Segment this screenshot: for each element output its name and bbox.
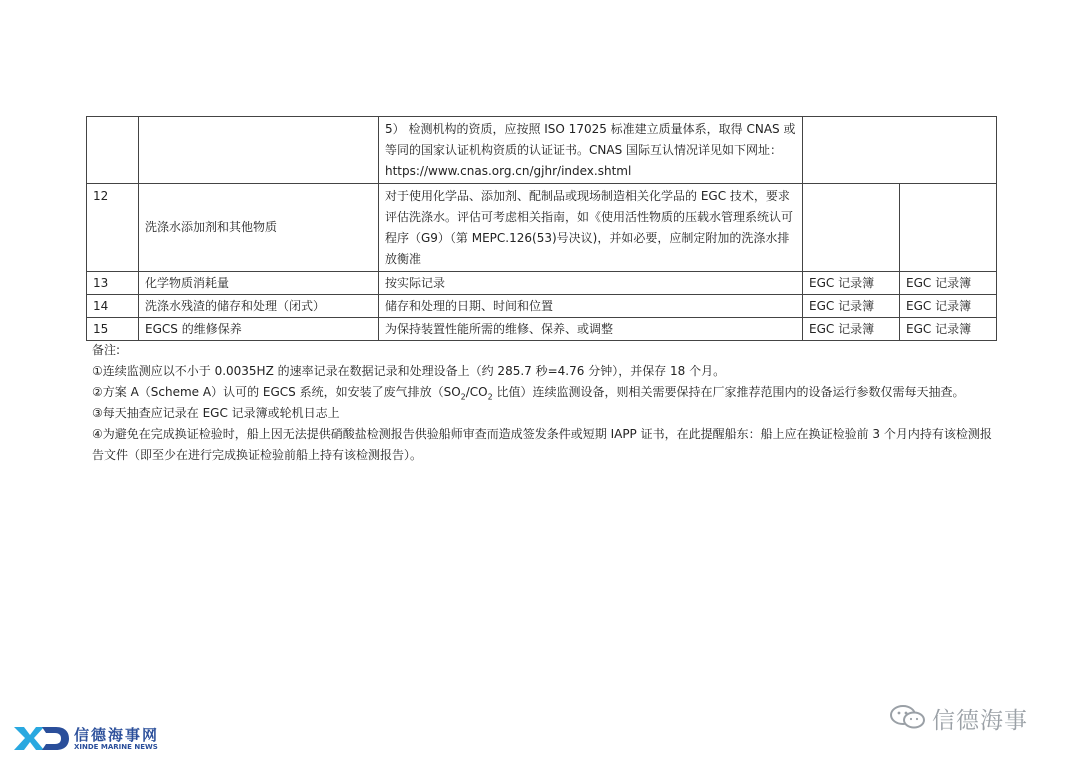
row-number: 15 [87,318,139,341]
note-2-text-c: 比值）连续监测设备，则相关需要保持在厂家推荐范围内的设备运行参数仅需每天抽查。 [492,385,965,399]
regulation-table [86,116,997,341]
row-number [87,117,139,184]
xd-logo-icon [12,724,70,752]
note-2-text-a: ②方案 A（Scheme A）认可的 EGCS 系统，如安装了废气排放（SO [92,385,461,399]
wechat-icon [888,704,928,730]
table-row [87,318,997,341]
table-row [87,295,997,318]
note-1: ①连续监测应以不小于 0.0035HZ 的速率记录在数据记录和处理设备上（约 285.7 秒=4.76 分钟），并保存 18 个月。 [92,364,726,378]
row-record-1: EGC 记录簿 [803,318,900,341]
row-item [139,117,379,184]
row-number: 14 [87,295,139,318]
row-number: 12 [87,184,139,272]
row-number: 13 [87,272,139,295]
row-description: 储存和处理的日期、时间和位置 [379,295,803,318]
note-2-sub-b: 2 [487,392,493,402]
note-3: ③每天抽查应记录在 EGC 记录簿或轮机日志上 [92,406,340,420]
row-record-1: EGC 记录簿 [803,272,900,295]
row-record [803,117,997,184]
row-record-2 [900,184,997,272]
table-row [87,184,997,272]
row-record-2: EGC 记录簿 [900,318,997,341]
row-description: 对于使用化学品、添加剂、配制品或现场制造相关化学品的 EGC 技术，要求评估洗涤水。评估可考虑相关指南，如《使用活性物质的压载水管理系统认可程序（G9）（第 MEPC.126(53)号决议)，并如必要，应制定附加的洗涤水排放衡准 [379,184,803,272]
notes-section [92,340,992,466]
note-2-sub-a: 2 [460,392,466,402]
brand-name-en: XINDE MARINE NEWS [74,743,158,751]
row-description: 为保持装置性能所需的维修、保养、或调整 [379,318,803,341]
row-record-2: EGC 记录簿 [900,295,997,318]
wechat-watermark [888,700,1058,734]
row-item: 洗涤水添加剂和其他物质 [139,184,379,272]
brand-name-cn: 信德海事网 [74,726,160,744]
row-item: EGCS 的维修保养 [139,318,379,341]
row-record-1 [803,184,900,272]
row-item: 洗涤水残渣的储存和处理（闭式） [139,295,379,318]
table-row [87,272,997,295]
note-2 [92,382,992,403]
note-2-text-b: /CO [465,385,488,399]
row-record-2: EGC 记录簿 [900,272,997,295]
table-row [87,117,997,184]
row-item: 化学物质消耗量 [139,272,379,295]
notes-title: 备注: [92,343,121,357]
watermark-text: 信德海事 [932,708,1028,734]
brand-logo [12,724,172,754]
row-record-1: EGC 记录簿 [803,295,900,318]
row-description: 5） 检测机构的资质，应按照 ISO 17025 标准建立质量体系，取得 CNAS 或等同的国家认证机构资质的认证证书。CNAS 国际互认情况详见如下网址：https://www.cnas.org.cn/gjhr/index.shtml [379,117,803,184]
row-description: 按实际记录 [379,272,803,295]
note-4: ④为避免在完成换证检验时，船上因无法提供硝酸盐检测报告供验船师审查而造成签发条件或短期 IAPP 证书，在此提醒船东：船上应在换证检验前 3 个月内持有该检测报告文件（即至少在进行完成换证检验前船上持有该检测报告）。 [92,427,992,462]
